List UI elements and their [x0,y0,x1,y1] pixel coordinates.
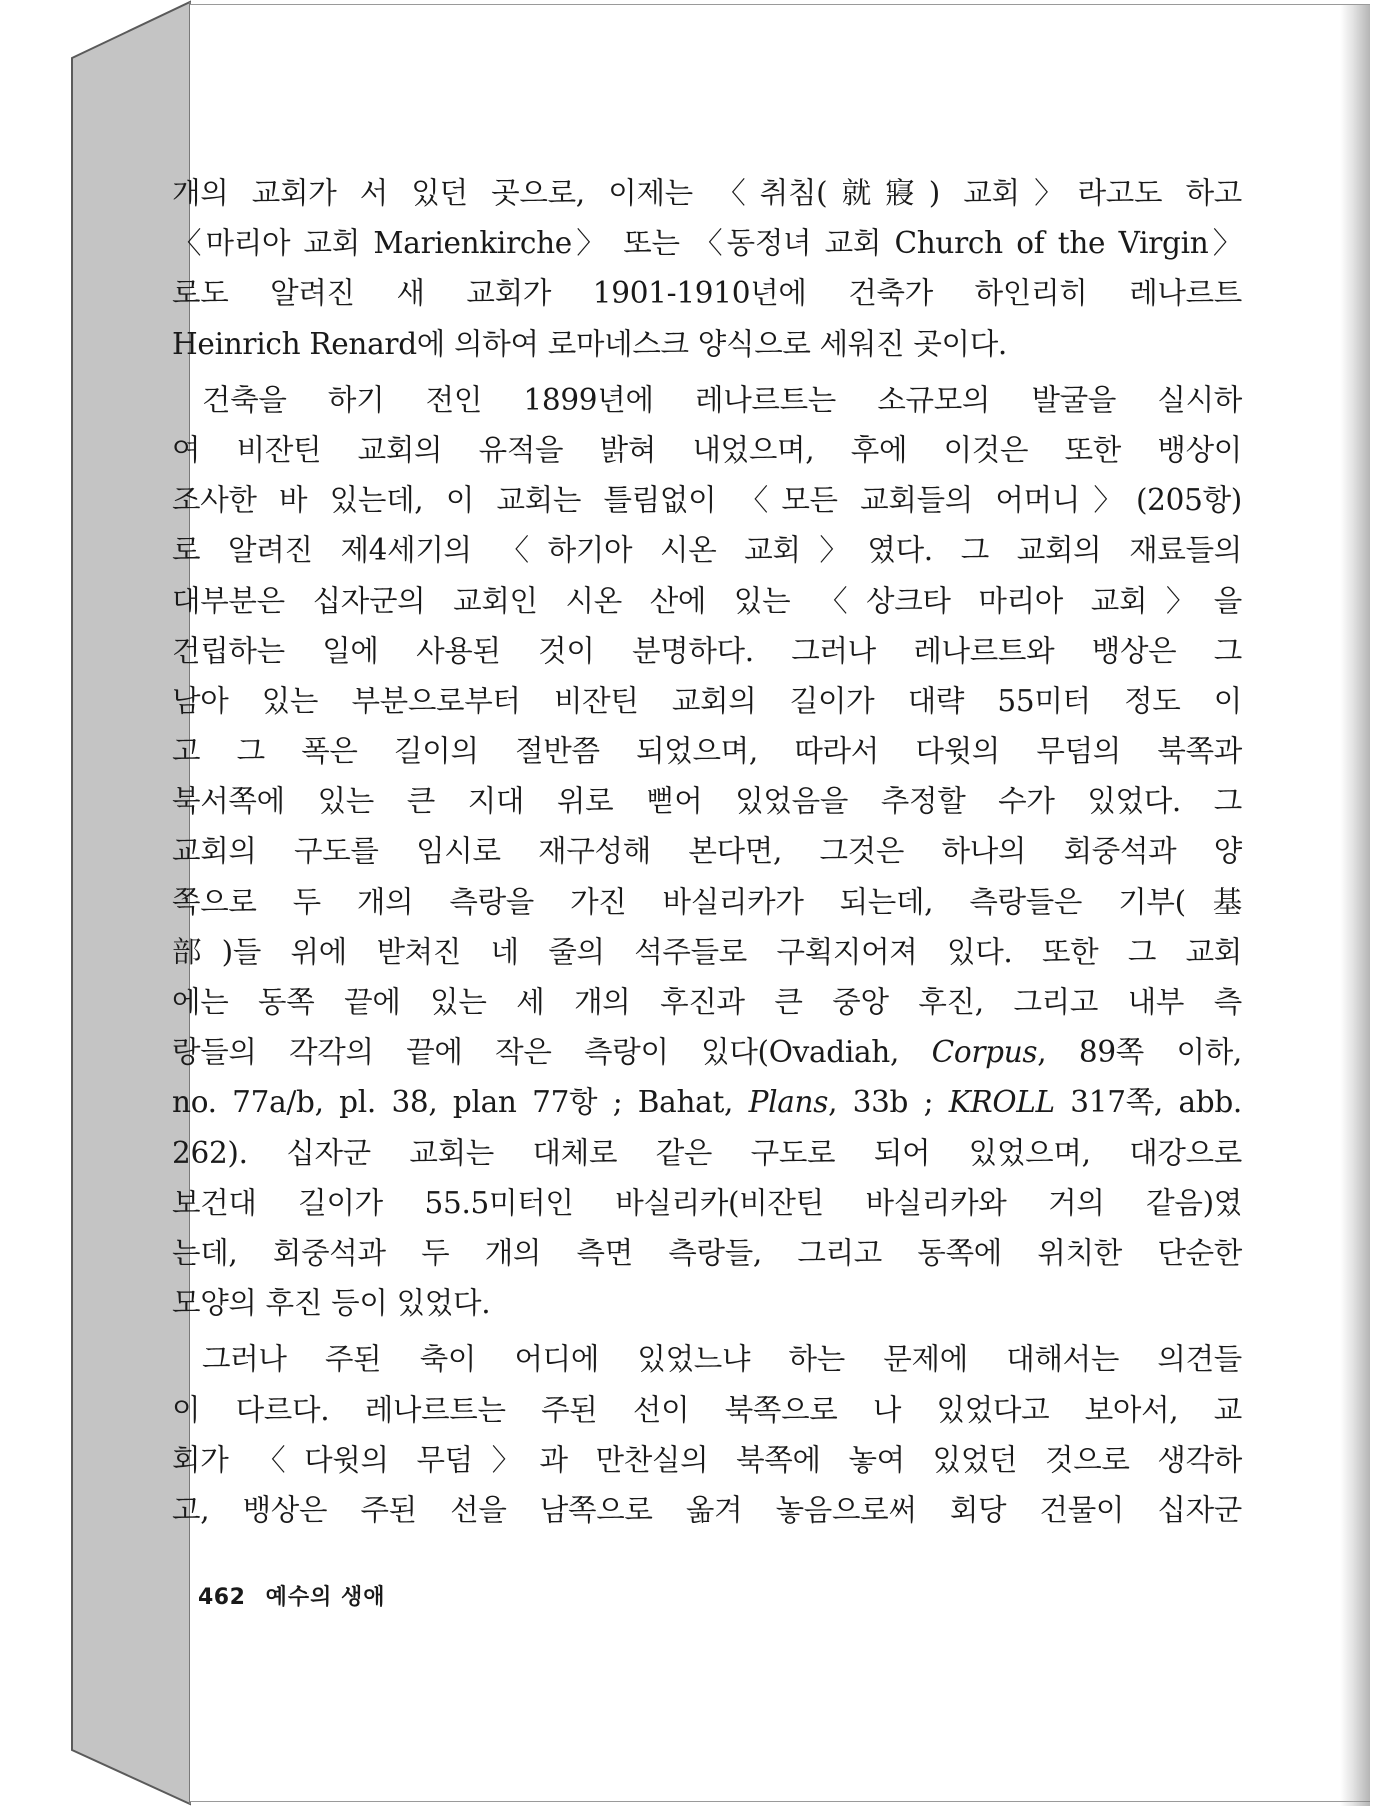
text-line: 북서쪽에 있는 큰 지대 위로 뻗어 있었음을 추정할 수가 있었다. 그 [172,784,1242,819]
text-line: 고 그 폭은 길이의 절반쯤 되었으며, 따라서 다윗의 무덤의 북쪽과 [172,734,1242,769]
text-line: 보건대 길이가 55.5미터인 바실리카(비잔틴 바실리카와 거의 같음)였 [172,1185,1242,1220]
page-number: 462 [198,1585,246,1610]
running-title: 예수의 생애 [265,1585,386,1610]
text-line: 262). 십자군 교회는 대체로 같은 구도로 되어 있었으며, 대강으로 [172,1135,1242,1170]
text-line: 개의 교회가 서 있던 곳으로, 이제는 〈취침(就寢) 교회〉라고도 하고 [172,176,1242,210]
text-line: 쪽으로 두 개의 측랑을 가진 바실리카가 되는데, 측랑들은 기부(基 [172,884,1242,919]
text-line: 여 비잔틴 교회의 유적을 밝혀 내었으며, 후에 이것은 또한 뱅상이 [172,432,1242,467]
text-line: 〈마리아 교회 Marienkirche〉 또는 〈동정녀 교회 Church of the Virgin〉 [172,226,1242,261]
text-line: 대부분은 십자군의 교회인 시온 산에 있는 〈상크타 마리아 교회〉을 [172,583,1242,618]
page-footer [198,1580,386,1611]
text-line: 部)들 위에 받쳐진 네 줄의 석주들로 구획지어져 있다. 또한 그 교회 [172,934,1242,969]
page-edge-shadow [1340,5,1370,1806]
text-line: 로 알려진 제4세기의 〈하기아 시온 교회〉였다. 그 교회의 재료들의 [172,533,1242,568]
text-line: 교회의 구도를 임시로 재구성해 본다면, 그것은 하나의 회중석과 양 [172,834,1242,869]
text-line: 고, 뱅상은 주된 선을 남쪽으로 옮겨 놓음으로써 회당 건물이 십자군 [172,1492,1242,1527]
text-line: 는데, 회중석과 두 개의 측면 측랑들, 그리고 동쪽에 위치한 단순한 [172,1235,1242,1270]
body-text [172,168,1242,1535]
text-line: 회가 〈다윗의 무덤〉과 만찬실의 북쪽에 놓여 있었던 것으로 생각하 [172,1442,1242,1477]
text-line: 랑들의 각각의 끝에 작은 측랑이 있다(Ovadiah, Corpus, 89쪽 이하, [172,1035,1242,1070]
text-line: 건축을 하기 전인 1899년에 레나르트는 소규모의 발굴을 실시하 [202,382,1242,417]
text-line: no. 77a/b, pl. 38, plan 77항 ; Bahat, Plans, 33b ; KROLL 317쪽, abb. [172,1085,1242,1120]
text-line: 그러나 주된 축이 어디에 있었느냐 하는 문제에 대해서는 의견들 [202,1342,1242,1377]
text-line: 조사한 바 있는데, 이 교회는 틀림없이 〈모든 교회들의 어머니〉(205항) [172,483,1242,518]
text-line: 이 다르다. 레나르트는 주된 선이 북쪽으로 나 있었다고 보아서, 교 [172,1392,1242,1427]
text-line: 남아 있는 부분으로부터 비잔틴 교회의 길이가 대략 55미터 정도 이 [172,683,1242,718]
text-line: 로도 알려진 새 교회가 1901-1910년에 건축가 하인리히 레나르트 [172,276,1242,311]
text-line: 에는 동쪽 끝에 있는 세 개의 후진과 큰 중앙 후진, 그리고 내부 측 [172,985,1242,1019]
text-line: Heinrich Renard에 의하여 로마네스크 양식으로 세워진 곳이다. [172,326,1008,361]
text-line: 모양의 후진 등이 있었다. [172,1286,491,1321]
text-line: 건립하는 일에 사용된 것이 분명하다. 그러나 레나르트와 뱅상은 그 [172,633,1242,668]
